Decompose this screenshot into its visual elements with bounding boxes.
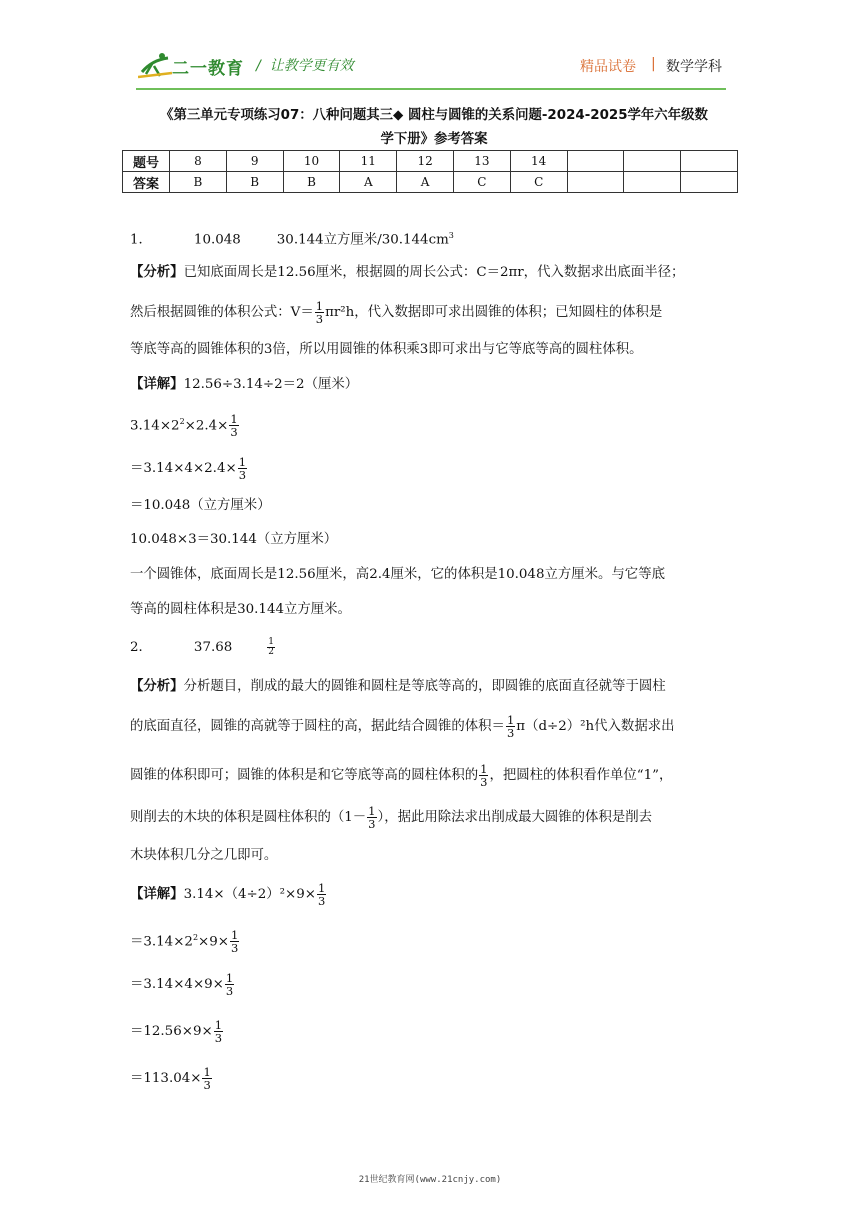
- fraction: $\frac{1}{3}$: [230, 412, 238, 440]
- fraction: $\frac{1}{3}$: [368, 804, 376, 831]
- q2-answer-line: 2． 37.68 $\frac{1}{2}$: [130, 637, 274, 657]
- fraction: $\frac{1}{3}$: [225, 971, 234, 998]
- header-rule: [136, 88, 726, 90]
- q2-analysis-line: 【分析】分析题目，削成的最大的圆锥和圆柱是等底等高的，即圆锥的底面直径就等于圆柱: [130, 679, 666, 694]
- table-cell: 11: [340, 151, 397, 172]
- q2-analysis-line: 则削去的木块的体积是圆柱体积的（1－ $\frac{1}{3}$ ），据此用除法求出削成最大圆锥的体积是削去: [130, 804, 653, 831]
- table-cell: A: [340, 172, 397, 193]
- q1-summary-line: 等高的圆柱体积是30.144立方厘米。: [130, 602, 351, 617]
- table-cell: [624, 151, 681, 172]
- answer-table-header-answer: 答案: [123, 172, 170, 193]
- brand-slogan: / 让教学更有效: [256, 58, 354, 74]
- table-cell: [681, 172, 738, 193]
- table-cell: A: [397, 172, 454, 193]
- table-cell: 13: [453, 151, 510, 172]
- brand-name: 二一教育: [172, 59, 244, 79]
- table-cell: 10: [283, 151, 340, 172]
- fraction: $\frac{1}{3}$: [480, 762, 488, 789]
- q2-calc-line: ＝3.14×4×9× $\frac{1}{3}$: [130, 971, 234, 998]
- q1-analysis-line: 等底等高的圆锥体积的3倍，所以用圆锥的体积乘3即可求出与它等底等高的圆柱体积。: [130, 342, 643, 357]
- header-tag-exam: 精品试卷: [580, 59, 636, 75]
- answer-table-header-number: 题号: [123, 151, 170, 172]
- q2-calc-line: ＝113.04× $\frac{1}{3}$: [130, 1065, 211, 1092]
- page-title: 《第三单元专项练习07：八种问题其三◆ 圆柱与圆锥的关系问题-2024-2025学年六年级数 学下册》参考答案: [160, 108, 708, 147]
- q2-analysis-line: 的底面直径，圆锥的高就等于圆柱的高，据此结合圆锥的体积＝ $\frac{1}{3}$ π（d÷2）²h代入数据求出: [130, 713, 675, 740]
- table-cell: B: [283, 172, 340, 193]
- q2-analysis-line: 木块体积几分之几即可。: [130, 848, 278, 863]
- fraction: $\frac{1}{3}$: [317, 881, 326, 908]
- fraction: $\frac{1}{3}$: [238, 455, 247, 482]
- header-divider: |: [651, 56, 656, 72]
- header-tag-subject: 数学学科: [666, 59, 722, 75]
- q2-calc-line: $=3.14\times 2^2\times 9\times$ $\frac{1}{3}$: [130, 928, 239, 956]
- q1-analysis-line: 【分析】已知底面周长是12.56厘米，根据圆的周长公式：C＝2πr，代入数据求出底面半径；: [130, 265, 685, 280]
- table-cell: 14: [510, 151, 567, 172]
- fraction: $\frac{1}{3}$: [506, 713, 515, 740]
- table-cell: C: [510, 172, 567, 193]
- table-cell: 8: [170, 151, 227, 172]
- page-footer: 21世纪教育网(www.21cnjy.com): [358, 1175, 502, 1185]
- fraction: $\frac{1}{2}$: [268, 637, 274, 657]
- q1-calc-line: ＝10.048（立方厘米）: [130, 498, 271, 513]
- table-cell: B: [226, 172, 283, 193]
- q2-detail-line: 【详解】3.14×（4÷2）²×9× $\frac{1}{3}$: [130, 881, 326, 908]
- q1-analysis-line: 然后根据圆锥的体积公式：V＝ $\frac{1}{3}$ πr²h，代入数据即可求出圆锥的体积；已知圆柱的体积是: [130, 299, 663, 326]
- answer-table-number-row: [123, 151, 738, 172]
- q1-calc-line: ＝3.14×4×2.4× $\frac{1}{3}$: [130, 455, 247, 482]
- table-cell: 9: [226, 151, 283, 172]
- table-cell: 12: [397, 151, 454, 172]
- q1-answer-line: 1． 10.048 30.144立方厘米$/30.144cm^3$: [130, 231, 454, 248]
- table-cell: B: [170, 172, 227, 193]
- table-cell: [624, 172, 681, 193]
- fraction: $\frac{1}{3}$: [214, 1018, 223, 1045]
- table-cell: C: [453, 172, 510, 193]
- table-cell: [567, 151, 624, 172]
- table-cell: [567, 172, 624, 193]
- fraction: $\frac{1}{3}$: [203, 1065, 211, 1092]
- answer-table-answer-row: [123, 172, 738, 193]
- q2-analysis-line: 圆锥的体积即可；圆锥的体积是和它等底等高的圆柱体积的 $\frac{1}{3}$ ，把圆柱的体积看作单位“1”，: [130, 762, 673, 789]
- q1-summary-line: 一个圆锥体，底面周长是12.56厘米，高2.4厘米，它的体积是10.048立方厘米。与它等底: [130, 567, 665, 582]
- answer-table: [122, 150, 738, 193]
- fraction: $\frac{1}{3}$: [315, 299, 324, 326]
- q1-detail-line: 【详解】12.56÷3.14÷2＝2（厘米）: [130, 377, 359, 392]
- table-cell: [681, 151, 738, 172]
- fraction: $\frac{1}{3}$: [231, 928, 239, 956]
- q1-calc-line: 10.048×3＝30.144（立方厘米）: [130, 532, 338, 547]
- q1-calc-line: $3.14\times 2^2\times 2.4\times$ $\frac{1}{3}$: [130, 412, 238, 440]
- q2-calc-line: ＝12.56×9× $\frac{1}{3}$: [130, 1018, 223, 1045]
